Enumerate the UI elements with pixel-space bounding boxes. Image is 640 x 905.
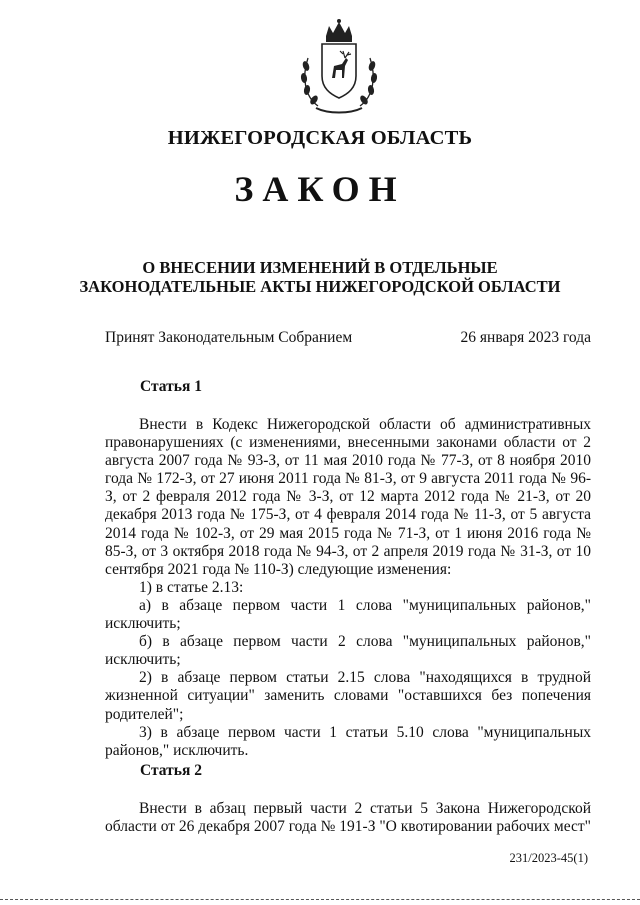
document-number: 231/2023-45(1) xyxy=(509,851,588,865)
adoption-date: 26 января 2023 года xyxy=(460,329,591,346)
article-2-body xyxy=(105,800,591,836)
article-1-item-1: 1) в статье 2.13: xyxy=(139,578,244,596)
law-title xyxy=(0,258,640,296)
law-title-line-1: О ВНЕСЕНИИ ИЗМЕНЕНИЙ В ОТДЕЛЬНЫЕ xyxy=(142,258,498,277)
region-name: НИЖЕГОРОДСКАЯ ОБЛАСТЬ xyxy=(167,127,473,149)
page-bottom-divider xyxy=(0,899,640,900)
coat-of-arms-emblem xyxy=(296,18,382,118)
adoption-line xyxy=(105,329,591,347)
law-title-line-2: ЗАКОНОДАТЕЛЬНЫЕ АКТЫ НИЖЕГОРОДСКОЙ ОБЛАСТИ xyxy=(79,277,561,296)
document-type: ЗАКОН xyxy=(234,169,406,209)
article-2-heading: Статья 2 xyxy=(140,762,202,779)
article-1-item-1a: а) в абзаце первом части 1 слова "муниципальных районов," исключить; xyxy=(105,596,591,633)
article-1-item-1b: б) в абзаце первом части 2 слова "муниципальных районов," исключить; xyxy=(105,633,591,669)
article-1-intro: Внести в Кодекс Нижегородской области об административных правонарушениях (с изменениями, внесенными законами области от 2 августа 2007 года № 93-З, от 11 мая 2010 года № 77-З, от 8 ноября 2010 года № 172-З, от 27 июня 2011 года № 81-З, от 9 августа 2011 года № 96-З, от 2 февраля 2012 года № 3-З, от 12 марта 2012 года № 21-З, от 20 декабря 2013 года № 175-З, от 4 февраля 2014 года № 11-З, от 5 августа 2014 года № 102-З, от 29 мая 2015 года № 71-З, от 1 июня 2016 года № 85-З, от 3 октября 2018 года № 94-З, от 2 апреля 2019 года № 31-З, от 10 сентября 2021 года № 110-З) следующие изменения: xyxy=(105,416,591,578)
article-1-body xyxy=(105,416,591,760)
adopted-by: Принят Законодательным Собранием xyxy=(105,329,353,346)
article-1-item-3: 3) в абзаце первом части 1 статьи 5.10 слова "муниципальных районов," исключить. xyxy=(105,723,591,759)
article-1-heading: Статья 1 xyxy=(140,378,202,395)
article-1-item-2: 2) в абзаце первом статьи 2.15 слова "находящихся в трудной жизненной ситуации" заменить словами "оставшихся без попечения родителей"; xyxy=(105,669,591,723)
article-2-text: Внести в абзац первый части 2 статьи 5 Закона Нижегородской области от 26 декабря 2007 года № 191-З "О квотировании рабочих мест" xyxy=(105,800,591,836)
